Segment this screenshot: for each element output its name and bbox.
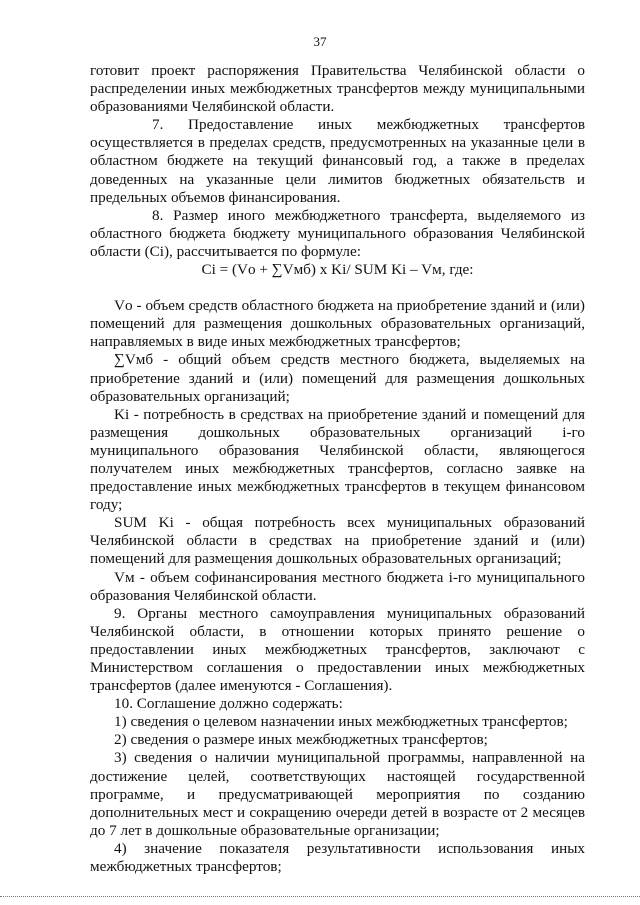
bottom-divider	[0, 896, 640, 897]
list-item-4: 4) значение показателя результативности использования иных межбюджетных трансфертов;	[90, 839, 585, 876]
paragraph-8: 8. Размер иного межбюджетного трансферта, выделяемого из областного бюджета бюджету муниципального образования Челябинской области (Ci), рассчитывается по формуле:	[90, 206, 585, 260]
paragraph-9: 9. Органы местного самоуправления муниципальных образований Челябинской области, в отношении которых принято решение о предоставлении иных межбюджетных трансфертов, заключают с Министерством соглашения о предоставлении иных межбюджетных трансфертов (далее именуются - Соглашения).	[90, 604, 585, 695]
list-item-2: 2) сведения о размере иных межбюджетных трансфертов;	[114, 731, 488, 749]
definition-vmb: ∑Vмб - общий объем средств местного бюджета, выделяемых на приобретение зданий и (или) помещений для размещения дошкольных образовательных организаций;	[90, 351, 585, 405]
paragraph-10: 10. Соглашение должно содержать:	[114, 695, 343, 713]
list-item-1: 1) сведения о целевом назначении иных межбюджетных трансфертов;	[114, 713, 568, 731]
definition-ki: Ki - потребность в средствах на приобретение зданий и помещений для размещения дошкольных образовательных организаций i-го муниципального образования Челябинской области, являющегося получателем иных межбюджетных трансфертов, согласно заявке на предоставление иных межбюджетных трансфертов в текущем финансовом году;	[90, 405, 585, 514]
paragraph-7: 7. Предоставление иных межбюджетных трансфертов осуществляется в пределах средств, предусмотренных на указанные цели в областном бюджете на текущий финансовый год, а также в пределах доведенных на указанные цели лимитов бюджетных обязательств и предельных объемов финансирования.	[90, 116, 585, 206]
definition-vo: Vо - объем средств областного бюджета на приобретение зданий и (или) помещений для размещения дошкольных образовательных организаций, направляемых в виде иных межбюджетных трансфертов;	[90, 297, 585, 351]
formula: Ci = (Vо + ∑Vмб) x Ki/ SUM Ki – Vм, где:	[201, 261, 474, 279]
page-body	[90, 62, 585, 876]
page-number: 37	[313, 34, 327, 49]
definition-vm: Vм - объем софинансирования местного бюджета i-го муниципального образования Челябинской области.	[90, 568, 585, 604]
paragraph-intro: готовит проект распоряжения Правительства Челябинской области о распределении иных межбюджетных трансфертов между муниципальными образованиями Челябинской области.	[90, 62, 585, 116]
definition-sum-ki: SUM Ki - общая потребность всех муниципальных образований Челябинской области в средствах на приобретение зданий и (или) помещений для размещения дошкольных образовательных организаций;	[90, 514, 585, 568]
list-item-3: 3) сведения о наличии муниципальной программы, направленной на достижение целей, соответствующих настоящей государственной программе, и предусматривающей мероприятия по созданию дополнительных мест и сокращению очереди детей в возрасте от 2 месяцев до 7 лет в дошкольные образовательные организации;	[90, 749, 585, 839]
